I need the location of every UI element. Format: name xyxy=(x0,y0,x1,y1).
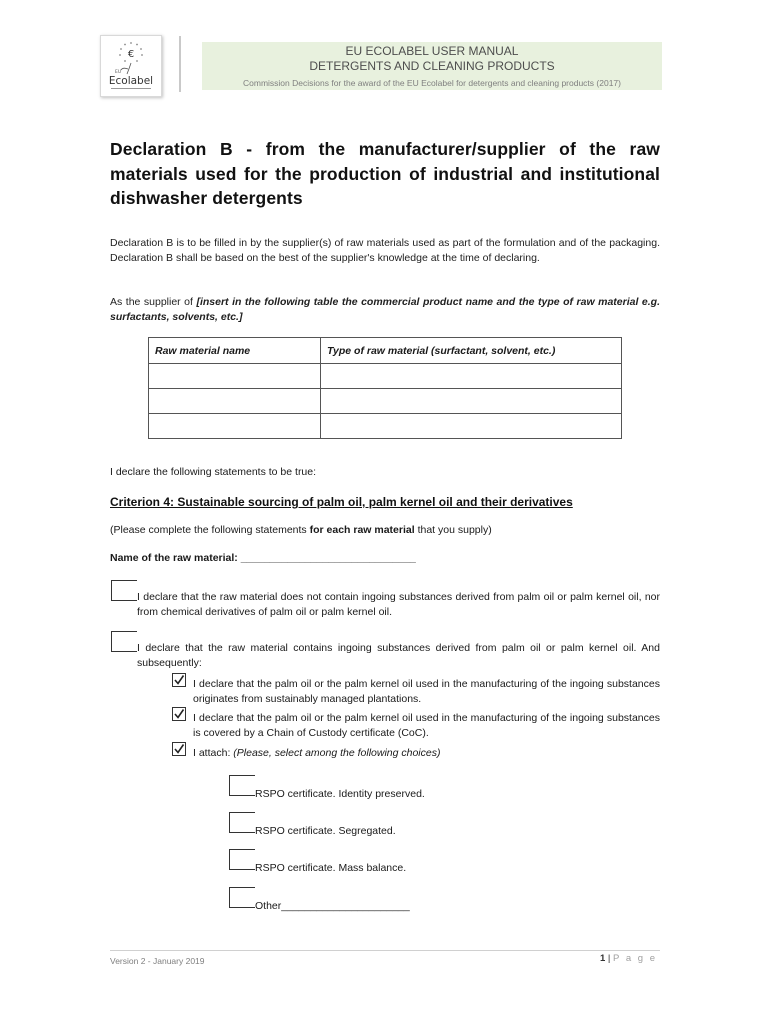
header-divider xyxy=(179,36,181,92)
table-row xyxy=(149,364,622,389)
header-line-2: DETERGENTS AND CLEANING PRODUCTS xyxy=(309,59,555,73)
choice-rspo-identity-label: RSPO certificate. Identity preserved. xyxy=(255,788,425,800)
criterion-heading: Criterion 4: Sustainable sourcing of palm oil, palm kernel oil and their derivatives xyxy=(110,495,573,509)
supplier-prefix: As the supplier of xyxy=(110,296,197,308)
raw-material-name-field[interactable]: Name of the raw material: ______________________________ xyxy=(110,552,416,564)
statement-1-label: I declare that the raw material does not contain ingoing substances derived from palm oil or palm kernel oil, nor from chemical derivatives of palm oil or palm kernel oil. xyxy=(137,591,660,618)
checkmark-icon xyxy=(173,743,185,755)
choice-rspo-mass-balance-label: RSPO certificate. Mass balance. xyxy=(255,862,407,874)
page-number: 1 xyxy=(600,953,606,964)
please-bold: for each raw material xyxy=(309,524,415,536)
statement-2-text xyxy=(137,641,660,670)
choice-rspo-segregated-checkbox[interactable] xyxy=(229,812,255,833)
please-instruction xyxy=(110,524,492,536)
choice-other-checkbox[interactable] xyxy=(229,887,255,908)
page-separator: | xyxy=(605,953,614,964)
statement-1-checkbox[interactable] xyxy=(111,580,137,601)
table-row xyxy=(149,389,622,414)
eu-ecolabel-logo xyxy=(100,35,162,97)
table-header-raw-material-name: Raw material name xyxy=(149,338,321,364)
statement-2-label: I declare that the raw material contains ingoing substances derived from palm oil or palm kernel oil. And subsequently: xyxy=(137,642,660,669)
table-header-type: Type of raw material (surfactant, solvent, etc.) xyxy=(321,338,622,364)
svg-text:€: € xyxy=(127,49,135,60)
checkmark-icon xyxy=(173,708,185,720)
header-line-3: Commission Decisions for the award of the EU Ecolabel for detergents and cleaning products (2017) xyxy=(243,78,621,88)
supplier-instruction: [insert in the following table the commercial product name and the type of raw material e.g. surfactants, solvents, etc.] xyxy=(110,296,661,323)
page-title: Declaration B - from the manufacturer/supplier of the raw materials used for the production of industrial and institutional dishwasher detergents xyxy=(110,139,660,208)
choice-rspo-mass-balance-checkbox[interactable] xyxy=(229,849,255,870)
table-cell-name[interactable] xyxy=(149,364,321,389)
sub-statement-3-italic: (Please, select among the following choices) xyxy=(233,747,441,759)
svg-text:EU: EU xyxy=(115,70,122,75)
sub-statement-3-text xyxy=(193,746,660,761)
checkmark-icon xyxy=(173,674,185,686)
table-cell-name[interactable] xyxy=(149,389,321,414)
choice-rspo-identity-checkbox[interactable] xyxy=(229,775,255,796)
table-cell-type[interactable] xyxy=(321,364,622,389)
please-after: that you supply) xyxy=(414,524,492,536)
sub-statement-2-text: I declare that the palm oil or the palm kernel oil used in the manufacturing of the ingoing substances is covered by a Chain of Custody certificate (CoC). xyxy=(193,712,660,739)
footer-version: Version 2 - January 2019 xyxy=(110,956,205,966)
sub-statement-1-text: I declare that the palm oil or the palm kernel oil used in the manufacturing of the ingoing substances originates from sustainably managed plantations. xyxy=(193,678,660,705)
table-cell-name[interactable] xyxy=(149,414,321,439)
intro-paragraph: Declaration B is to be filled in by the supplier(s) of raw materials used as part of the formulation and of the packaging. Declaration B shall be based on the best of the supplier's knowledge at the time of declaring. xyxy=(110,237,660,264)
sub-statement-2-checkbox[interactable] xyxy=(172,707,186,721)
eu-ecolabel-flower-icon xyxy=(101,36,161,96)
statement-2-checkbox[interactable] xyxy=(111,631,137,652)
choice-rspo-segregated-label: RSPO certificate. Segregated. xyxy=(255,825,396,837)
raw-material-table xyxy=(148,337,622,439)
table-cell-type[interactable] xyxy=(321,414,622,439)
svg-text:Ecolabel: Ecolabel xyxy=(108,75,154,87)
table-row xyxy=(149,414,622,439)
please-before: (Please complete the following statements xyxy=(110,524,310,536)
declare-line: I declare the following statements to be true: xyxy=(110,466,317,478)
page-label: P a g e xyxy=(613,953,657,964)
sub-statement-3-prefix: I attach: xyxy=(193,747,234,759)
supplier-paragraph xyxy=(110,295,660,324)
footer-divider xyxy=(110,950,660,951)
sub-statement-3-checkbox[interactable] xyxy=(172,742,186,756)
statement-1-text xyxy=(137,590,660,619)
header-line-1: EU ECOLABEL USER MANUAL xyxy=(345,44,519,58)
header-banner xyxy=(202,42,662,90)
sub-statement-1-checkbox[interactable] xyxy=(172,673,186,687)
choice-other-field[interactable]: Other______________________ xyxy=(255,900,410,912)
footer-page-number xyxy=(600,953,657,964)
table-header-row xyxy=(149,338,622,364)
table-cell-type[interactable] xyxy=(321,389,622,414)
